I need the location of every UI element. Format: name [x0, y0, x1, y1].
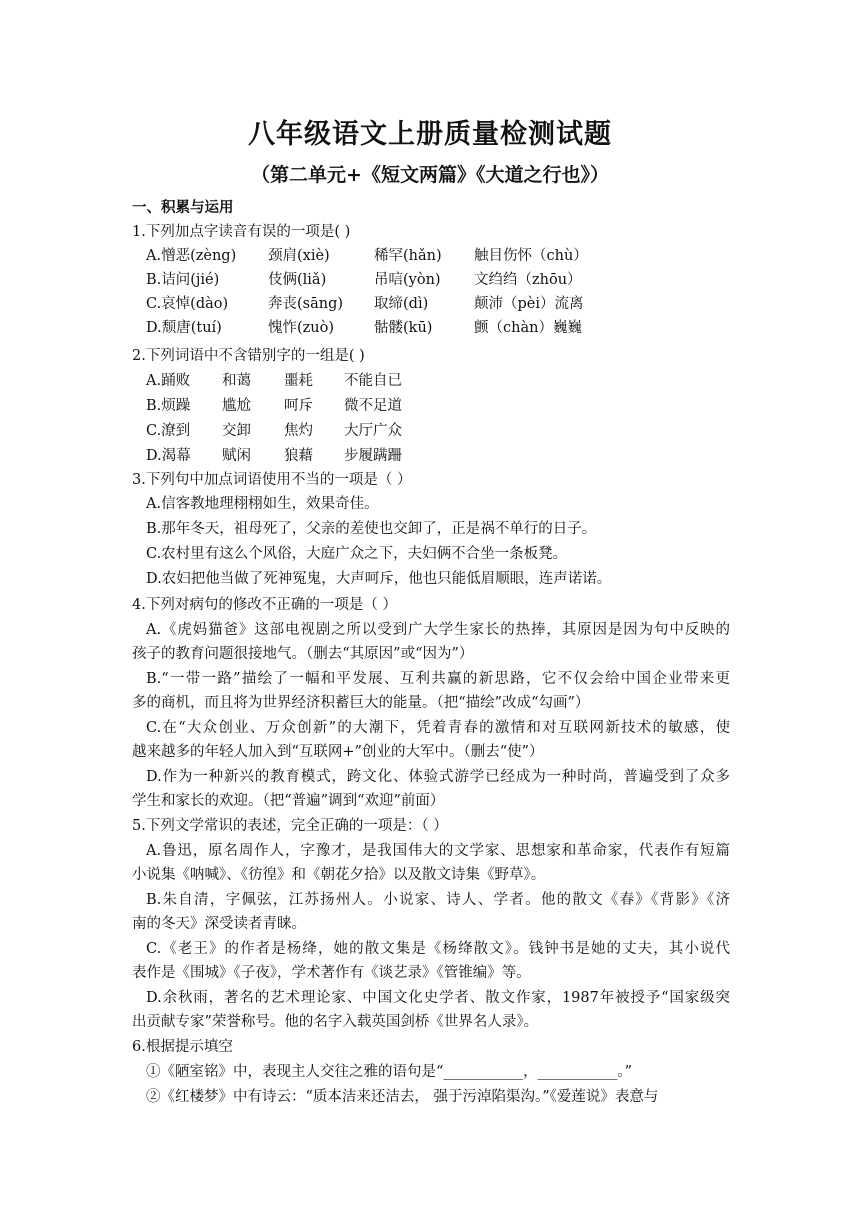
question-4-option-b: B.“一带一路”描绘了一幅和平发展、互利共赢的新思路，它不仅会给中国企业带来更 — [146, 671, 730, 687]
option-cell: 微不足道 — [344, 398, 402, 414]
option-cell: 和蔼 — [222, 373, 251, 389]
option-cell: 交卸 — [222, 423, 251, 439]
question-5-option-b: B.朱自清，字佩弦，江苏扬州人。小说家、诗人、学者。他的散文《春》《背影》《济 — [146, 892, 730, 908]
option-cell: A.踊败 — [146, 373, 191, 389]
option-cell: 伎俩(liǎ) — [268, 272, 327, 288]
option-cell: 焦灼 — [284, 423, 313, 439]
question-1-stem: 1.下列加点字读音有误的一项是( ) — [132, 224, 351, 240]
option-cell: 噩耗 — [284, 373, 313, 389]
question-5-stem: 5.下列文学常识的表述，完全正确的一项是：（ ） — [132, 818, 448, 834]
page-subtitle: （第二单元+《短文两篇》《大道之行也》） — [251, 164, 609, 186]
question-3-option-a: A.信客教地理栩栩如生，效果奇佳。 — [146, 496, 379, 512]
option-cell: 取缔(dì) — [374, 296, 429, 312]
option-cell: 文绉绉（zhōu） — [474, 272, 582, 288]
question-4-option-d: D.作为一种新兴的教育模式，跨文化、体验式游学已经成为一种时尚，普遍受到了众多 — [146, 769, 730, 785]
question-4-option-d-cont: 学生和家长的欢迎。（把“普遍”调到“欢迎”前面） — [132, 793, 445, 809]
question-5-option-a: A.鲁迅，原名周作人，字豫才，是我国伟大的文学家、思想家和革命家，代表作有短篇 — [146, 843, 730, 859]
question-4-option-c: C.在“大众创业、万众创新”的大潮下，凭着青春的激情和对互联网新技术的敏感，使 — [146, 720, 730, 736]
option-cell: C.哀悼(dào) — [146, 296, 229, 312]
question-2-stem: 2.下列词语中不含错别字的一组是( ) — [132, 348, 365, 364]
question-3-stem: 3.下列句中加点词语使用不当的一项是（ ） — [132, 472, 412, 488]
question-5-option-b-cont: 南的冬天》深受读者青睐。 — [132, 916, 306, 932]
question-4-option-c-cont: 越来越多的年轻人加入到“互联网+”创业的大军中。（删去“使”） — [132, 744, 544, 760]
question-4-option-a-cont: 孩子的教育问题很接地气。（删去“其原因”或“因为”） — [132, 646, 474, 662]
option-cell: 吊唁(yòn) — [374, 272, 441, 288]
option-cell: 触目伤怀（chù） — [474, 248, 588, 264]
option-cell: 大厅广众 — [344, 423, 402, 439]
option-cell: 奔丧(sāng) — [268, 296, 344, 312]
question-3-option-b: B.那年冬天，祖母死了，父亲的差使也交卸了，正是祸不单行的日子。 — [146, 521, 597, 537]
page-title: 八年级语文上册质量检测试题 — [248, 119, 612, 150]
question-3-option-d: D.农妇把他当做了死神冤鬼，大声呵斥，他也只能低眉顺眼，连声诺诺。 — [146, 571, 612, 587]
question-4-option-b-cont: 多的商机，而且将为世界经济积蓄巨大的能量。（把“描绘”改成“勾画”） — [132, 695, 590, 711]
option-cell: 步履蹒跚 — [344, 448, 402, 464]
option-cell: A.憎恶(zèng) — [146, 248, 237, 264]
option-cell: 不能自已 — [344, 373, 402, 389]
option-cell: 赋闲 — [222, 448, 251, 464]
question-5-option-c-cont: 表作是《围城》《子夜》，学术著作有《谈艺录》《管锥编》等。 — [132, 965, 531, 981]
question-6-item-1: ①《陋室铭》中，表现主人交往之雅的语句是“___________，___________。” — [146, 1064, 633, 1080]
option-cell: 尴尬 — [222, 398, 251, 414]
option-cell: 颠沛（pèi）流离 — [474, 296, 584, 312]
option-cell: 骷髅(kū) — [374, 320, 433, 336]
question-5-option-d-cont: 出贡献专家”荣誉称号。他的名字入载英国剑桥《世界名人录》。 — [132, 1014, 539, 1030]
option-cell: 狼藉 — [284, 448, 313, 464]
option-cell: B.烦躁 — [146, 398, 191, 414]
option-cell: D.颓唐(tuí) — [146, 320, 222, 336]
question-5-option-c: C.《老王》的作者是杨绛，她的散文集是《杨绛散文》。钱钟书是她的丈夫，其小说代 — [146, 941, 730, 957]
option-cell: 稀罕(hǎn) — [374, 248, 442, 264]
question-4-stem: 4.下列对病句的修改不正确的一项是（ ） — [132, 597, 397, 613]
option-cell: 愧怍(zuò) — [268, 320, 335, 336]
question-6-stem: 6.根据提示填空 — [132, 1039, 233, 1055]
section-heading: 一、积累与运用 — [132, 199, 234, 216]
option-cell: 颈肩(xiè) — [268, 248, 330, 264]
option-cell: 颤（chàn）巍巍 — [474, 320, 582, 336]
question-6-item-2: ②《红楼梦》中有诗云：“质本洁来还洁去， 强于污淖陷渠沟。”《爱莲说》表意与 — [146, 1089, 659, 1105]
option-cell: C.潦到 — [146, 423, 191, 439]
question-4-option-a: A.《虎妈猫爸》这部电视剧之所以受到广大学生家长的热捧，其原因是因为句中反映的 — [146, 622, 730, 638]
option-cell: B.诘问(jié) — [146, 272, 220, 288]
option-cell: 呵斥 — [284, 398, 313, 414]
question-5-option-a-cont: 小说集《呐喊》、《彷徨》和《朝花夕拾》以及散文诗集《野草》。 — [132, 867, 546, 883]
question-5-option-d: D.余秋雨，著名的艺术理论家、中国文化史学者、散文作家，1987年被授予“国家级突 — [146, 990, 730, 1006]
option-cell: D.渴幕 — [146, 448, 191, 464]
question-3-option-c: C.农村里有这么个风俗，大庭广众之下，夫妇俩不合坐一条板凳。 — [146, 546, 568, 562]
